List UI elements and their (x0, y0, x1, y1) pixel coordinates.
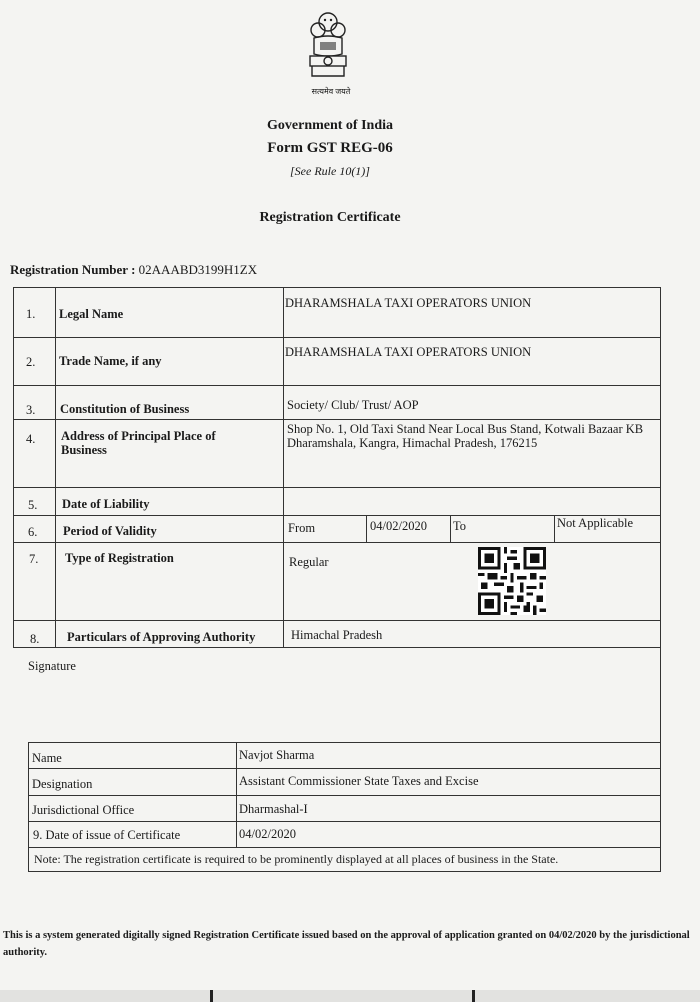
registration-number-label: Registration Number : (10, 262, 136, 277)
validity-to-value: Not Applicable (557, 516, 634, 530)
signature-label: Signature (28, 659, 76, 673)
approving-authority-label: Particulars of Approving Authority (67, 630, 256, 644)
row-7-number: 7. (29, 552, 39, 566)
jurisdictional-office-value: Dharmashal-I (239, 802, 308, 816)
scan-edge (0, 990, 700, 1002)
row-8-number: 8. (30, 632, 40, 646)
registration-type-value: Regular (289, 555, 329, 569)
approving-authority-value: Himachal Pradesh (291, 628, 383, 642)
government-heading: Government of India (267, 118, 393, 133)
officer-name-label: Name (32, 751, 62, 765)
row-3-number: 3. (26, 403, 36, 417)
national-emblem-icon (300, 8, 356, 88)
address-label: Address of Principal Place of Business (61, 429, 216, 457)
designation-label: Designation (32, 777, 93, 791)
qr-code (478, 547, 546, 615)
display-note: Note: The registration certificate is required to be prominently displayed at all places of business in the State. (34, 852, 559, 866)
address-value: Shop No. 1, Old Taxi Stand Near Local Bus Stand, Kotwali Bazaar KB Dharamshala, Kangra, Himachal Pradesh, 176215 (287, 422, 644, 450)
row-2-number: 2. (26, 355, 36, 369)
row-5-number: 5. (28, 498, 38, 512)
signature-block (28, 647, 661, 872)
legal-name-value: DHARAMSHALA TAXI OPERATORS UNION (285, 296, 532, 310)
constitution-value: Society/ Club/ Trust/ AOP (287, 398, 419, 412)
validity-from-value: 04/02/2020 (370, 519, 427, 533)
trade-name-label: Trade Name, if any (59, 354, 162, 368)
liability-label: Date of Liability (62, 497, 150, 511)
issue-date-value: 04/02/2020 (239, 827, 296, 841)
validity-to-label: To (453, 519, 467, 533)
jurisdictional-office-label: Jurisdictional Office (32, 803, 135, 817)
issue-date-label: 9. Date of issue of Certificate (33, 828, 181, 842)
row-1-number: 1. (26, 307, 36, 321)
designation-value: Assistant Commissioner State Taxes and Excise (239, 774, 479, 788)
emblem-caption: सत्यमेव जयते (311, 87, 351, 96)
officer-name-value: Navjot Sharma (239, 748, 315, 762)
trade-name-value: DHARAMSHALA TAXI OPERATORS UNION (285, 345, 532, 359)
registration-type-label: Type of Registration (65, 551, 174, 565)
system-generated-note: This is a system generated digitally signed Registration Certificate issued based on the approval of application granted on 04/02/2020 by the jurisdictional authority. (3, 930, 690, 958)
row-6-number: 6. (28, 525, 38, 539)
legal-name-label: Legal Name (59, 307, 124, 321)
registration-number (10, 262, 257, 278)
registration-number-value: 02AAABD3199H1ZX (138, 262, 258, 277)
certificate-title: Registration Certificate (259, 210, 401, 225)
constitution-label: Constitution of Business (60, 402, 190, 416)
validity-from-label: From (288, 521, 316, 535)
rule-reference: [See Rule 10(1)] (290, 164, 370, 178)
form-heading: Form GST REG-06 (267, 140, 393, 156)
row-4-number: 4. (26, 432, 36, 446)
details-table (13, 287, 661, 647)
validity-label: Period of Validity (63, 524, 157, 538)
